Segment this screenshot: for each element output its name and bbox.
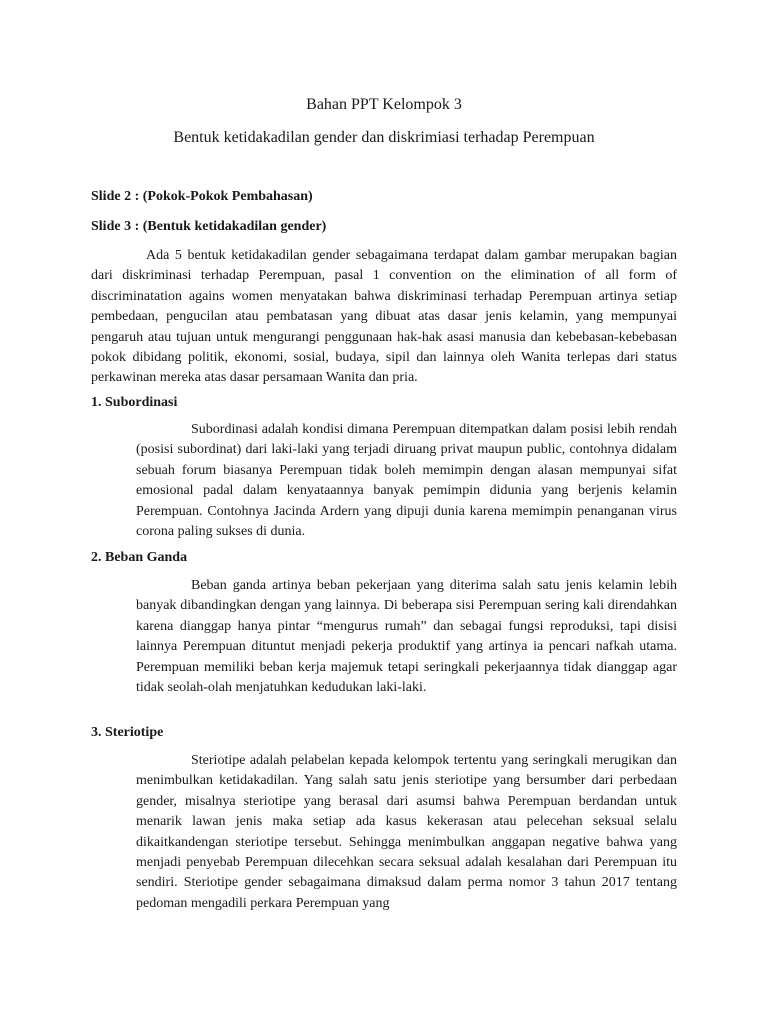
- section-heading-steriotipe: 3. Steriotipe: [91, 725, 164, 740]
- section-body-steriotipe: Steriotipe adalah pelabelan kepada kelompok tertentu yang seringkali merugikan dan menimbulkan ketidakadilan. Yang salah satu jenis steriotipe yang bersumber dari perbedaan gender, misalnya steriotipe yang berasal dari asumsi bahwa Perempuan berdandan untuk menarik lawan jenis maka setiap ada kasus kekerasan atau pelecehan seksual selalu dikaitkandengan steriotipe tersebut. Sehingga menimbulkan anggapan negative bahwa yang menjadi penyebab Perempuan dilecehkan secara seksual adalah kesalahan dari Perempuan itu sendiri. Steriotipe gender sebagaimana dimaksud dalam perma nomor 3 tahun 2017 tentang pedoman mengadili perkara Perempuan yang: [136, 753, 677, 911]
- document-subtitle: Bentuk ketidakadilan gender dan diskrimiasi terhadap Perempuan: [173, 129, 595, 146]
- section-body-subordinasi: Subordinasi adalah kondisi dimana Perempuan ditempatkan dalam posisi lebih rendah (posisi subordinat) dari laki-laki yang terjadi diruang privat maupun public, contohnya didalam sebuah forum biasanya Perempuan tidak boleh memimpin dengan alasan mempunyai sifat emosional padal dalam kenyataannya banyak pemimpin didunia yang berjenis kelamin Perempuan. Contohnya Jacinda Ardern yang dipuji dunia karena memimpin penanganan virus corona paling sukses di dunia.: [136, 422, 677, 540]
- section-heading-beban-ganda: 2. Beban Ganda: [91, 550, 188, 565]
- slide-2-label: Slide 2 : (Pokok-Pokok Pembahasan): [91, 189, 313, 204]
- document-title: Bahan PPT Kelompok 3: [306, 96, 462, 113]
- intro-paragraph: Ada 5 bentuk ketidakadilan gender sebagaimana terdapat dalam gambar merupakan bagian dari diskriminasi terhadap Perempuan, pasal 1 convention on the elimination of all form of discriminatation agains women menyatakan bahwa diskriminasi terhadap Perempuan artinya setiap pembedaan, pengucilan atau pembatasan yang dibuat atas dasar jenis kelamin, yang mempunyai pengaruh atau tujuan untuk mengurangi penggunaan hak-hak asasi manusia dan kebebasan-kebebasan pokok dibidang politik, ekonomi, sosial, budaya, sipil dan lainnya oleh Wanita terlepas dari status perkawinan mereka atas dasar persamaan Wanita dan pria.: [91, 248, 677, 386]
- section-heading-subordinasi: 1. Subordinasi: [91, 395, 178, 410]
- slide-3-label: Slide 3 : (Bentuk ketidakadilan gender): [91, 219, 327, 234]
- section-body-beban-ganda: Beban ganda artinya beban pekerjaan yang diterima salah satu jenis kelamin lebih banyak dibandingkan dengan yang lainnya. Di beberapa sisi Perempuan sering kali direndahkan karena dianggap hanya pintar “mengurus rumah” dan sebagai fungsi reproduksi, tapi disisi lainnya Perempuan dituntut menjadi pekerja produktif yang artinya ia pencari nafkah utama. Perempuan memiliki beban kerja majemuk tetapi seringkali pekerjaannya tidak dianggap agar tidak seolah-olah menjatuhkan kedudukan laki-laki.: [136, 578, 677, 696]
